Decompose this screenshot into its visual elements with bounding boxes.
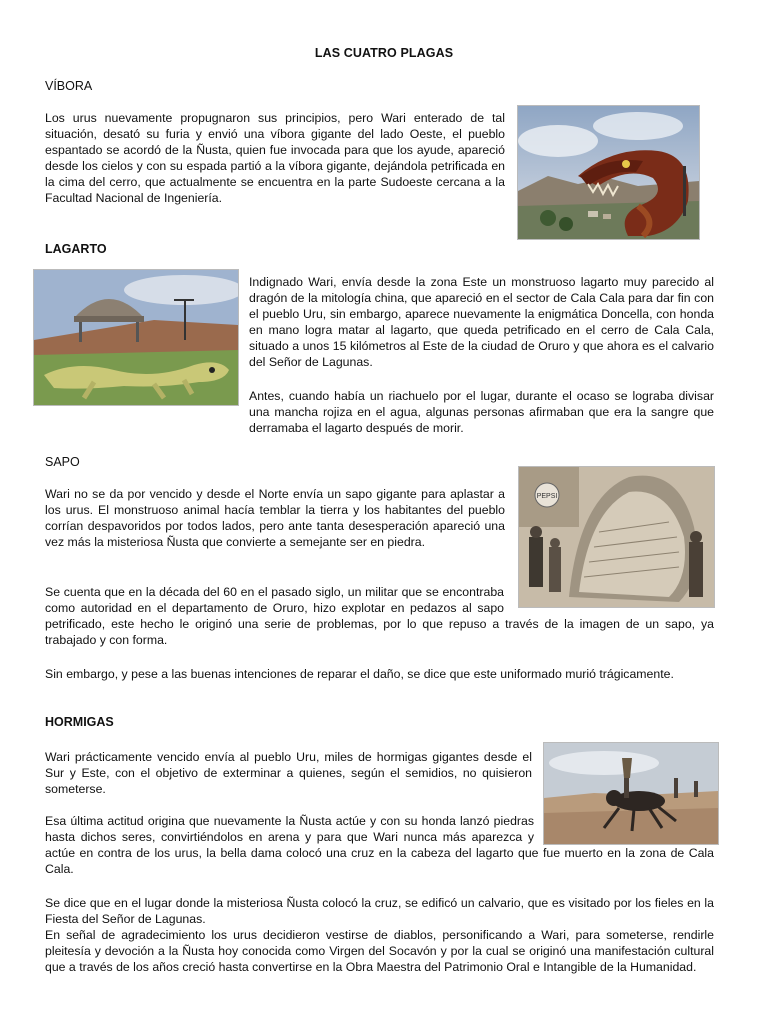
sapo-paragraph-1: Wari no se da por vencido y desde el Norte envía un sapo gigante para aplastar a los urus. El monstruoso animal hacía temblar la tierra y los habitantes del pueblo corrían despavoridos por todos lados, pero ante tanta desesperación apareció una vez más la misteriosa Ñusta que convierte a semejante ser en piedra. [45, 487, 505, 549]
snake-statue-photo [517, 105, 700, 240]
sapo-paragraph-2 [45, 584, 714, 648]
hormigas-paragraph-2-text: Esa última actitud origina que nuevamente la Ñusta actúe y con su honda lanzó piedras hasta dichos seres, convirtiéndolos en arena y para que Wari nunca más aparezca y actúe en contra de los urus, la bella dama colocó una cruz en la cabeza del lagarto que fue muerto en la zona de Cala Cala. [45, 814, 714, 876]
sapo-float-spacer [504, 584, 714, 616]
hormigas-paragraph-2-wrap [45, 813, 714, 877]
sapo-paragraph-2-wrap [45, 584, 714, 648]
hormigas-paragraph-3: Se dice que en el lugar donde la misteriosa Ñusta colocó la cruz, se edificó un calvario, que es visitado por los fieles en la Fiesta del Señor de Lagunas. [45, 896, 714, 926]
lizard-statue-photo [33, 269, 239, 406]
hormigas-float-spacer [534, 813, 714, 845]
vibora-paragraph-1: Los urus nuevamente propugnaron sus principios, pero Wari enterado de tal situación, desató su furia y envió una víbora gigante del lado Oeste, el pueblo espantado se acordó de la Ñusta, quien fue invocada para que los ayude, apareció desde los cielos y con su espada partió a la víbora gigante, dejándola petrificada en la cima del cerro, que actualmente se encuentra en la parte Sudoeste cercana a la Facultad Nacional de Ingeniería. [45, 111, 505, 205]
document-title: LAS CUATRO PLAGAS [314, 46, 454, 60]
lagarto-paragraph-2-text: Antes, cuando había un riachuelo por el lugar, durante el ocaso se lograba divisar una mancha rojiza en el agua, algunas personas afirmaban que era la sangre que derramaba el lagarto después de morir. [249, 389, 714, 435]
hormigas-paragraph-1: Wari prácticamente vencido envía al pueblo Uru, miles de hormigas gigantes desde el Sur y Este, con el objetivo de exterminar a quienes, según el semidios, no quisieron someterse. [45, 750, 532, 796]
pepsi-sign-text: PEPSI [536, 493, 558, 500]
lagarto-paragraph-2 [45, 388, 714, 436]
hormigas-paragraph-2 [45, 813, 714, 877]
sapo-paragraph-3: Sin embargo, y pese a las buenas intenciones de reparar el daño, se dice que este uniformado murió trágicamente. [45, 667, 674, 681]
section-heading-hormigas: HORMIGAS [45, 715, 114, 729]
section-heading-sapo: SAPO [45, 455, 80, 469]
hormigas-paragraph-4: En señal de agradecimiento los urus decidieron vestirse de diablos, personificando a Wari, para someterse, rendirle pleitesía y devoción a la Ñusta hoy conocida como Virgen del Socavón y por la cual se originó una manifestación cultural que a través de los años creció hasta convertirse en la Obra Maestra del Patrimonio Oral e Intangible de la Humanidad. [45, 928, 714, 974]
lagarto-paragraph-1: Indignado Wari, envía desde la zona Este un monstruoso lagarto muy parecido al dragón de la mitología china, que apareció en el sector de Cala Cala para dar fin con el pueblo Uru, sin embargo, aparece nuevamente la enigmática Doncella, con honda en mano logra matar al lagarto, que queda petrificado en el cerro de Cala Cala, situado a unos 15 kilómetros al Este de la ciudad de Oruro y que ahora es el calvario del Señor de Lagunas. [249, 275, 714, 369]
sapo-paragraph-2-text: Se cuenta que en la década del 60 en el pasado siglo, un militar que se encontraba como autoridad en el departamento de Oruro, hizo explotar en pedazos al sapo petrificado, este hecho le originó una serie de problemas, por lo que repuso a través de la imagen de un sapo, ya trabajado y con forma. [45, 585, 714, 647]
section-heading-lagarto: LAGARTO [45, 242, 107, 256]
section-heading-vibora: VÍBORA [45, 79, 93, 93]
